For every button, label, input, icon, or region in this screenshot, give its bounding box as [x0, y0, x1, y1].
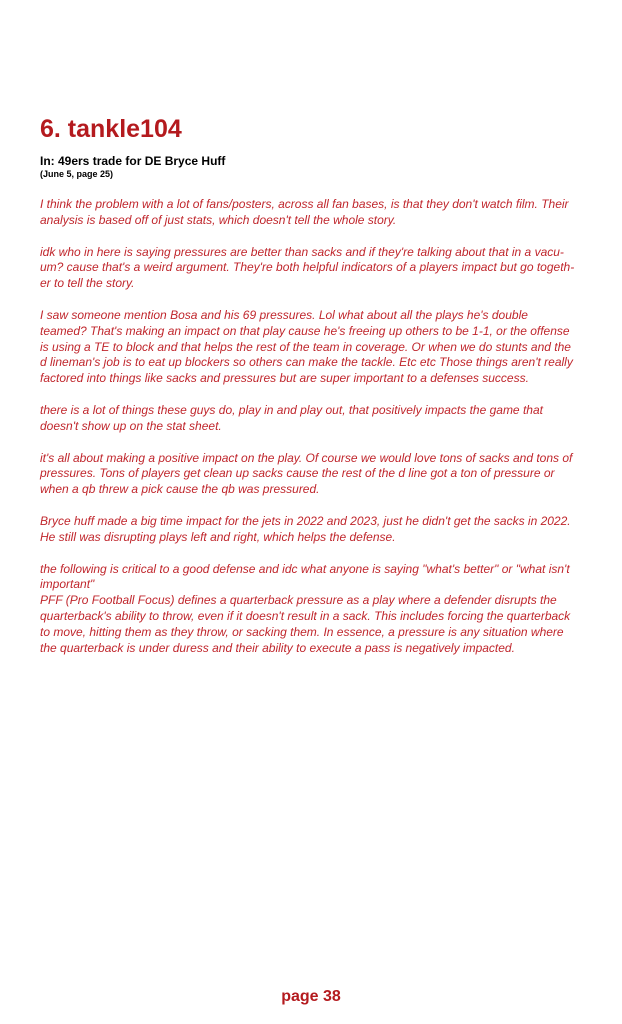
- post-heading: 6. tankle104: [40, 115, 182, 143]
- post-paragraph: it's all about making a positive impact on the play. Of course we would love tons of sacks and tons of pressures. Tons of players get clean up sacks cause the rest of the d line got a ton of pressure or when a qb threw a pick cause the qb was pressured.: [40, 450, 573, 497]
- post-reference: (June 5, page 25): [40, 169, 114, 179]
- post-paragraph: there is a lot of things these guys do, play in and play out, that positively impacts the game that doesn't show up on the stat sheet.: [40, 402, 543, 433]
- post-paragraph: I saw someone mention Bosa and his 69 pressures. Lol what about all the plays he's double teamed? That's making an impact on that play cause he's freeing up others to be 1-1, or the offense is using a TE to block and that helps the rest of the team in coverage. Or when we do stunts and the d lineman's job is to eat up blockers so others can make the tackle. Etc etc Those things aren't really factored into things like sacks and pressures but are super important to a defenses success.: [40, 307, 573, 386]
- page-number: page 38: [281, 988, 341, 1005]
- post-paragraph: idk who in here is saying pressures are better than sacks and if they're talking about that in a vacu- um? cause that's a weird argument. They're both helpful indicators of a players impact but go togeth- er to tell the story.: [40, 244, 575, 291]
- post-paragraph: Bryce huff made a big time impact for the jets in 2022 and 2023, just he didn't get the sacks in 2022. He still was disrupting plays left and right, which helps the defense.: [40, 513, 571, 544]
- post-paragraph: PFF (Pro Football Focus) defines a quarterback pressure as a play where a defender disrupts the quarterback's ability to throw, even if it doesn't result in a sack. This includes forcing the quarterback to move, hitting them as they throw, or sacking them. In essence, a pressure is any situation where the quarterback is under duress and their ability to execute a pass is negatively impacted.: [40, 593, 571, 655]
- post-body: [40, 197, 585, 656]
- post-paragraph: I think the problem with a lot of fans/posters, across all fan bases, is that they don't watch film. Their analysis is based off of just stats, which doesn't tell the whole story.: [40, 197, 569, 227]
- post-paragraph: the following is critical to a good defense and idc what anyone is saying "what's better" or "what isn't important": [40, 561, 570, 592]
- post-container: [40, 113, 585, 672]
- thread-topic: In: 49ers trade for DE Bryce Huff: [40, 154, 226, 168]
